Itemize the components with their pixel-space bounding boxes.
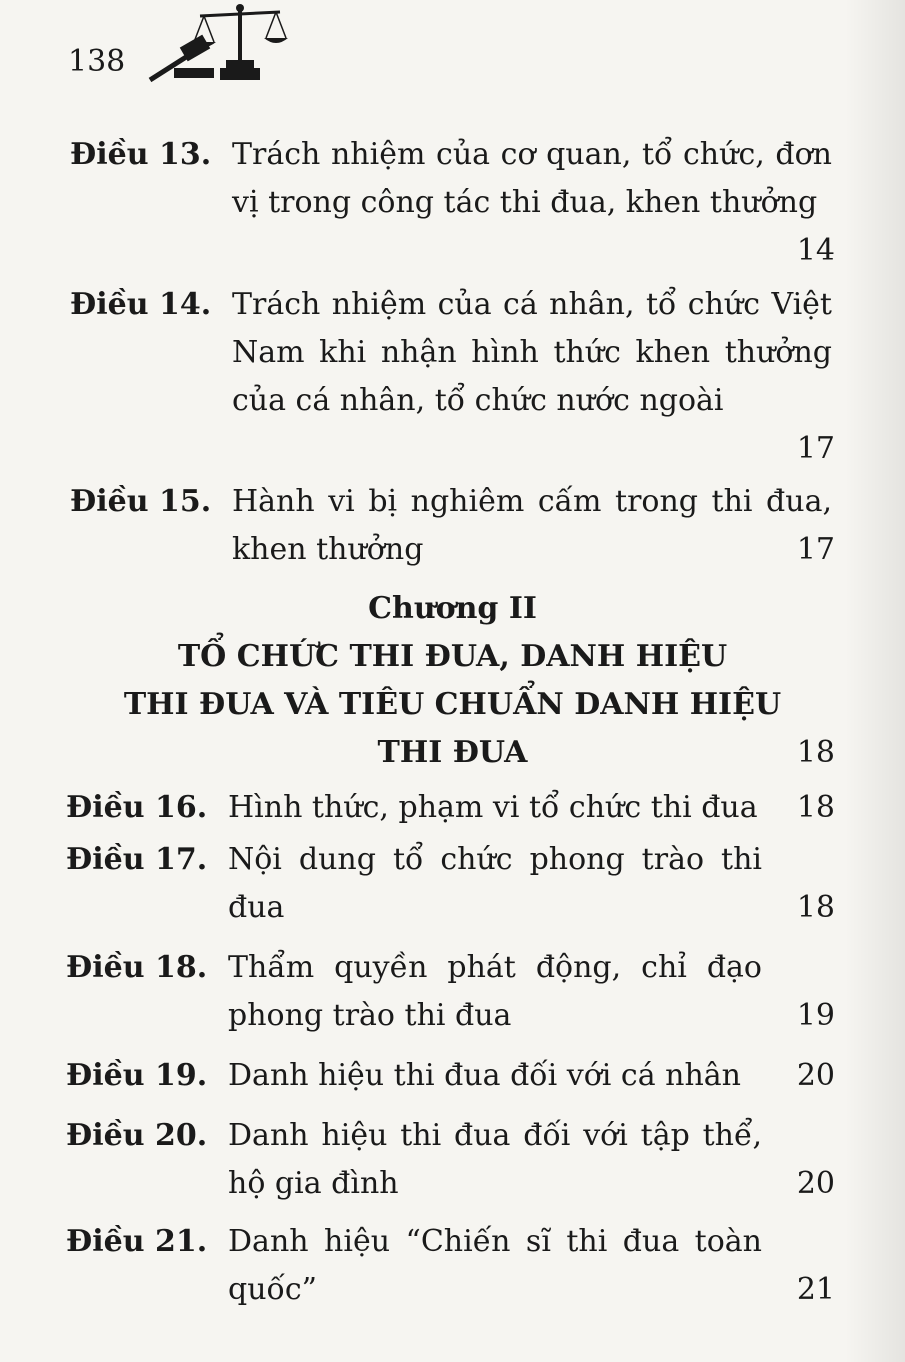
toc-entry-dieu-19 — [66, 1052, 835, 1100]
page-edge-shadow — [845, 0, 905, 1362]
toc-entry-label: Điều 20. — [66, 1118, 208, 1153]
toc-entry-page: 17 — [796, 431, 835, 466]
toc-entry-dieu-20 — [66, 1112, 835, 1208]
toc-entry-title: Hành vi bị nghiêm cấm trong thi đua, khen thưởng — [232, 484, 832, 567]
toc-entry-dieu-14 — [70, 281, 835, 473]
toc-entry-title: Trách nhiệm của cá nhân, tổ chức Việt Nam khi nhận hình thức khen thưởng của cá nhân, tổ chức nước ngoài — [232, 287, 832, 418]
chapter-page — [70, 729, 835, 777]
toc-entry-title: Trách nhiệm của cơ quan, tổ chức, đơn vị trong công tác thi đua, khen thưởng — [232, 137, 832, 220]
toc-entry-dieu-15 — [70, 478, 835, 574]
toc-entry-title: Danh hiệu thi đua đối với cá nhân — [228, 1058, 742, 1093]
toc-entry-dieu-13 — [70, 131, 835, 275]
toc-entry-label: Điều 16. — [66, 790, 208, 825]
toc-entry-title: Danh hiệu “Chiến sĩ thi đua toàn quốc” — [228, 1224, 762, 1307]
page-number: 138 — [68, 44, 126, 79]
toc-entry-label: Điều 14. — [70, 287, 212, 322]
toc-entry-page: 20 — [796, 1166, 835, 1201]
toc-entry-page: 14 — [796, 233, 835, 268]
toc-entry-title: Nội dung tổ chức phong trào thi đua — [228, 842, 762, 925]
toc-entry-title: Danh hiệu thi đua đối với tập thể, hộ gia đình — [228, 1118, 762, 1201]
chapter-title-line-2: THI ĐUA VÀ TIÊU CHUẨN DANH HIỆU — [123, 687, 782, 722]
toc-entry-label: Điều 21. — [66, 1224, 208, 1259]
scales-gavel-logo-icon — [148, 0, 288, 90]
toc-entry-label: Điều 13. — [70, 137, 212, 172]
toc-entry-page: 21 — [796, 1272, 835, 1307]
toc-entry-label: Điều 18. — [66, 950, 208, 985]
chapter-title-line-3: THI ĐUA — [377, 735, 528, 770]
toc-entry-label: Điều 17. — [66, 842, 208, 877]
toc-entry-page: 19 — [796, 998, 835, 1033]
toc-entry-dieu-18 — [66, 944, 835, 1040]
toc-entry-page: 17 — [796, 532, 835, 567]
toc-entry-dieu-17 — [66, 836, 835, 932]
toc-entry-page: 18 — [796, 735, 835, 770]
toc-entry-title: Thẩm quyền phát động, chỉ đạo phong trào thi đua — [228, 950, 762, 1033]
toc-entry-page: 18 — [796, 790, 835, 825]
toc-entry-page: 20 — [796, 1058, 835, 1093]
chapter-title-line-1: TỔ CHỨC THI ĐUA, DANH HIỆU — [177, 639, 728, 674]
toc-entry-title: Hình thức, phạm vi tổ chức thi đua — [228, 790, 758, 825]
chapter-heading: Chương II — [368, 591, 537, 626]
toc-entry-label: Điều 15. — [70, 484, 212, 519]
toc-entry-dieu-16 — [66, 784, 835, 832]
toc-entry-dieu-21 — [66, 1218, 835, 1314]
toc-entry-label: Điều 19. — [66, 1058, 208, 1093]
toc-entry-page: 18 — [796, 890, 835, 925]
